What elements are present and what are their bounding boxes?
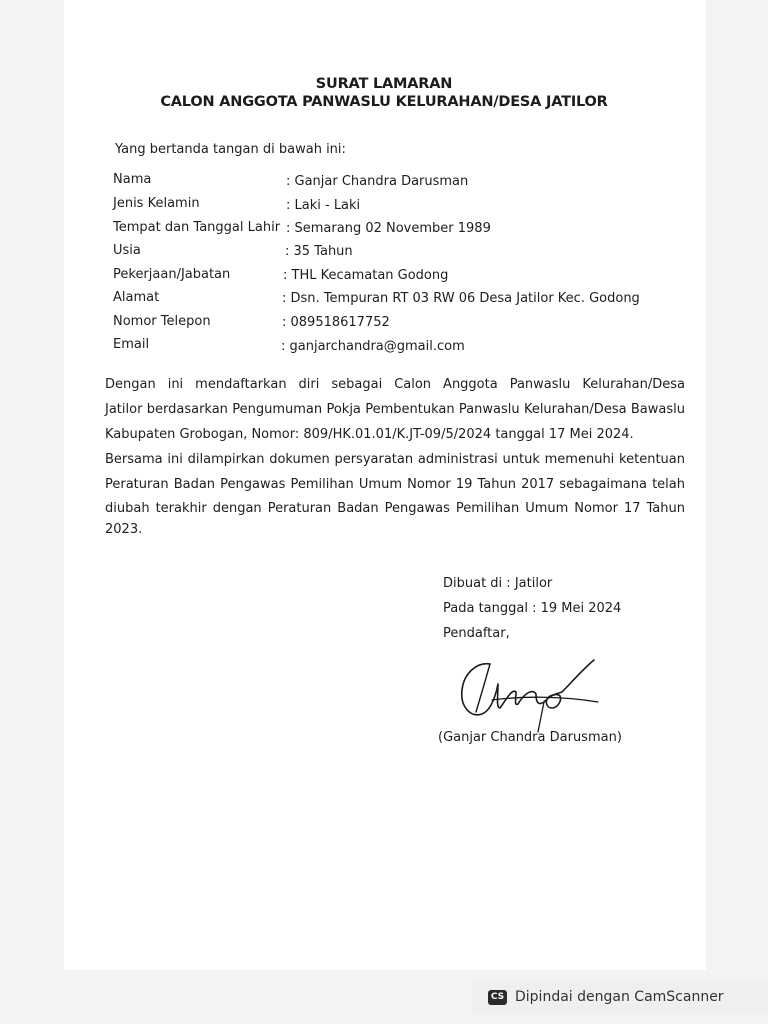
field-value-email: : ganjarchandra@gmail.com	[281, 339, 465, 354]
intro-text: Yang bertanda tangan di bawah ini:	[115, 142, 346, 157]
place-text: Dibuat di : Jatilor	[443, 576, 553, 591]
field-label-tempat-tanggal-lahir: Tempat dan Tanggal Lahir	[113, 220, 281, 235]
paragraph-2-line-1: Bersama ini dilampirkan dokumen persyaratan administrasi untuk memenuhi ketentuan	[105, 452, 685, 467]
paragraph-1-line-3: Kabupaten Grobogan, Nomor: 809/HK.01.01/K.JT-09/5/2024 tanggal 17 Mei 2024.	[105, 427, 634, 442]
signer-name: (Ganjar Chandra Darusman)	[438, 730, 622, 745]
field-value-jenis-kelamin: : Laki - Laki	[286, 198, 361, 213]
letter-title: SURAT LAMARAN	[315, 76, 453, 92]
date-text: Pada tanggal : 19 Mei 2024	[443, 601, 622, 616]
field-value-nomor-telepon: : 089518617752	[282, 315, 390, 330]
field-value-alamat: : Dsn. Tempuran RT 03 RW 06 Desa Jatilor Kec. Godong	[282, 291, 640, 306]
letter-subtitle: CALON ANGGOTA PANWASLU KELURAHAN/DESA JATILOR	[160, 94, 608, 110]
paragraph-2-line-3: diubah terakhir dengan Peraturan Badan Pengawas Pemilihan Umum Nomor 17 Tahun	[105, 501, 685, 516]
paragraph-2-line-2: Peraturan Badan Pengawas Pemilihan Umum Nomor 19 Tahun 2017 sebagaimana telah	[105, 477, 685, 492]
field-label-email: Email	[113, 337, 150, 352]
paragraph-1-line-2: Jatilor berdasarkan Pengumuman Pokja Pembentukan Panwaslu Kelurahan/Desa Bawaslu	[105, 402, 685, 417]
field-value-pekerjaan: : THL Kecamatan Godong	[283, 268, 449, 283]
watermark-text: Dipindai dengan CamScanner	[515, 989, 724, 1005]
field-label-nomor-telepon: Nomor Telepon	[113, 314, 211, 329]
field-label-jenis-kelamin: Jenis Kelamin	[113, 196, 200, 211]
camscanner-logo-icon: CS	[488, 990, 507, 1005]
field-label-usia: Usia	[113, 243, 141, 258]
field-label-pekerjaan: Pekerjaan/Jabatan	[113, 267, 231, 282]
field-label-alamat: Alamat	[113, 290, 160, 305]
paragraph-1-line-1: Dengan ini mendaftarkan diri sebagai Calon Anggota Panwaslu Kelurahan/Desa	[105, 377, 685, 392]
scanner-watermark	[472, 981, 768, 1013]
applicant-label: Pendaftar,	[443, 626, 510, 641]
field-value-usia: : 35 Tahun	[285, 244, 353, 259]
paragraph-2-line-4: 2023.	[105, 522, 143, 537]
field-value-tempat-tanggal-lahir: : Semarang 02 November 1989	[286, 221, 491, 236]
field-value-nama: : Ganjar Chandra Darusman	[286, 174, 469, 189]
handwritten-signature	[452, 656, 602, 736]
field-label-nama: Nama	[113, 172, 152, 187]
